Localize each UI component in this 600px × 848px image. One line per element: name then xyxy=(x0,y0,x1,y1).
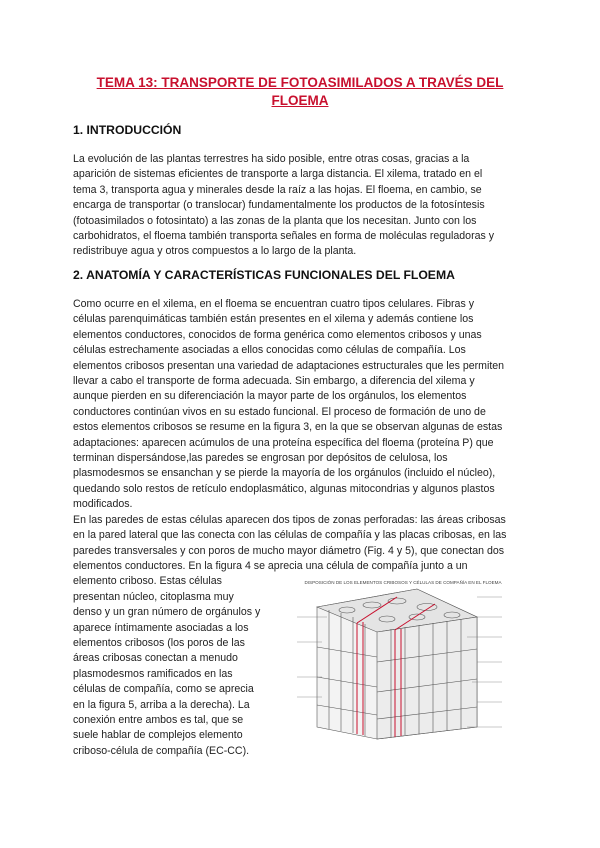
text-line: conductores continúan vivos en su estado funcional. El proceso de formación de uno de xyxy=(73,405,486,418)
text-line: denso y un gran número de orgánulos y xyxy=(73,606,261,619)
text-line: paredes transversales y con poros de mucho mayor diámetro (Fig. 4 y 5), que conectan dos xyxy=(73,544,505,557)
section-heading-anatomia: 2. ANATOMÍA Y CARACTERÍSTICAS FUNCIONALES DEL FLOEMA xyxy=(73,268,455,282)
text-line: Como ocurre en el xilema, en el floema se encuentran cuatro tipos celulares. Fibras y xyxy=(73,298,474,310)
text-line: presentan núcleo, citoplasma muy xyxy=(73,590,234,603)
tissue-block xyxy=(317,589,477,739)
text-line: quedando solo restos de retículo endoplasmático, algunas mitocondrias y algunos plastos xyxy=(73,482,495,495)
text-line: plasmodesmos ramificados en las xyxy=(73,667,233,680)
text-line: elementos cribosos presentan una variedad de adaptaciones estructurales que les permiten xyxy=(73,359,505,372)
text-line: en la figura 5, arriba a la derecha). La xyxy=(73,698,250,711)
text-line: elementos conductores. En la figura 4 se aprecia una célula de compañía junto a un xyxy=(73,559,468,572)
text-line: células de compañía, como se aprecia xyxy=(73,683,254,696)
text-line: áreas cribosas conectan a menudo xyxy=(73,652,238,665)
phloem-figure xyxy=(277,577,529,742)
text-line: en la pared lateral que las conecta con las células de compañía y las placas cribosas, en las xyxy=(73,529,507,542)
text-line: elemento criboso. Estas células xyxy=(73,575,222,588)
text-line: encarga de transportar (o translocar) fundamentalmente los productos de la fotosíntesis xyxy=(73,199,485,212)
text-line: tema 3, transporta agua y minerales desde la raíz a las hojas. El floema, en cambio, se xyxy=(73,183,482,196)
text-line: suele hablar de complejos elemento xyxy=(73,729,243,742)
text-line: aunque pierden en su diferenciación la mayor parte de los orgánulos, los elementos xyxy=(73,390,467,403)
text-line: elementos cribosos (los poros de las xyxy=(73,636,245,649)
paragraph-introduccion xyxy=(73,152,528,260)
text-line: elementos conductores, conocidos de forma genérica como elementos cribosos y unas xyxy=(73,328,482,341)
text-line: estos elementos cribosos se resume en la figura 3, en la que se observan algunas de estas xyxy=(73,421,503,434)
text-line: plasmodesmos se ensanchan y se pierde la mayoría de los orgánulos (incluido el núcleo), xyxy=(73,467,496,480)
text-line: células parenquimáticas también están presentes en el xilema y además contiene los xyxy=(73,313,474,326)
section-heading-introduccion: 1. INTRODUCCIÓN xyxy=(73,123,182,137)
figure-caption: DISPOSICIÓN DE LOS ELEMENTOS CRIBOSOS Y CÉLULAS DE COMPAÑÍA EN EL FLOEMA xyxy=(304,580,502,585)
phloem-diagram xyxy=(277,577,529,742)
text-line: carbohidratos, el floema también transporta señales en forma de moléculas reguladoras y xyxy=(73,230,495,243)
text-line: células estrechamente asociadas a ellos conocidas como células de compañía. Los xyxy=(73,344,466,357)
text-line: criboso-célula de compañía (EC-CC). xyxy=(73,744,250,757)
text-line: aparición de sistemas eficientes de transporte a larga distancia. El xilema, tratado en el xyxy=(73,168,483,181)
title-line-1: TEMA 13: TRANSPORTE DE FOTOASIMILADOS A TRAVÉS DEL xyxy=(96,75,504,90)
text-line: terminan dispersándose,las paredes se engrosan por depósitos de celulosa, los xyxy=(73,452,448,465)
text-line: La evolución de las plantas terrestres ha sido posible, entre otras cosas, gracias a la xyxy=(73,153,470,165)
title-line-2: FLOEMA xyxy=(271,93,329,108)
text-line: (fotoasimilados o fotosintato) a las zonas de la planta que los necesitan. Junto con los xyxy=(73,214,477,227)
text-line: redistribuye agua y otros compuestos a lo largo de la planta. xyxy=(73,245,357,258)
text-line: conexión entre ambos es tal, que se xyxy=(73,713,244,726)
text-line: adaptaciones: aparecen acúmulos de una proteína específica del floema (proteína P) que xyxy=(73,436,494,449)
page-title xyxy=(70,74,530,110)
text-line: modificados. xyxy=(73,498,133,511)
text-line: aparece íntimamente asociadas a los xyxy=(73,621,249,634)
text-line: llevar a cabo el transporte de forma adecuada. Sin embargo, a diferencia del xilema y xyxy=(73,375,475,388)
text-line: En las paredes de estas células aparecen dos tipos de zonas perforadas: las áreas cribosas xyxy=(73,513,506,526)
